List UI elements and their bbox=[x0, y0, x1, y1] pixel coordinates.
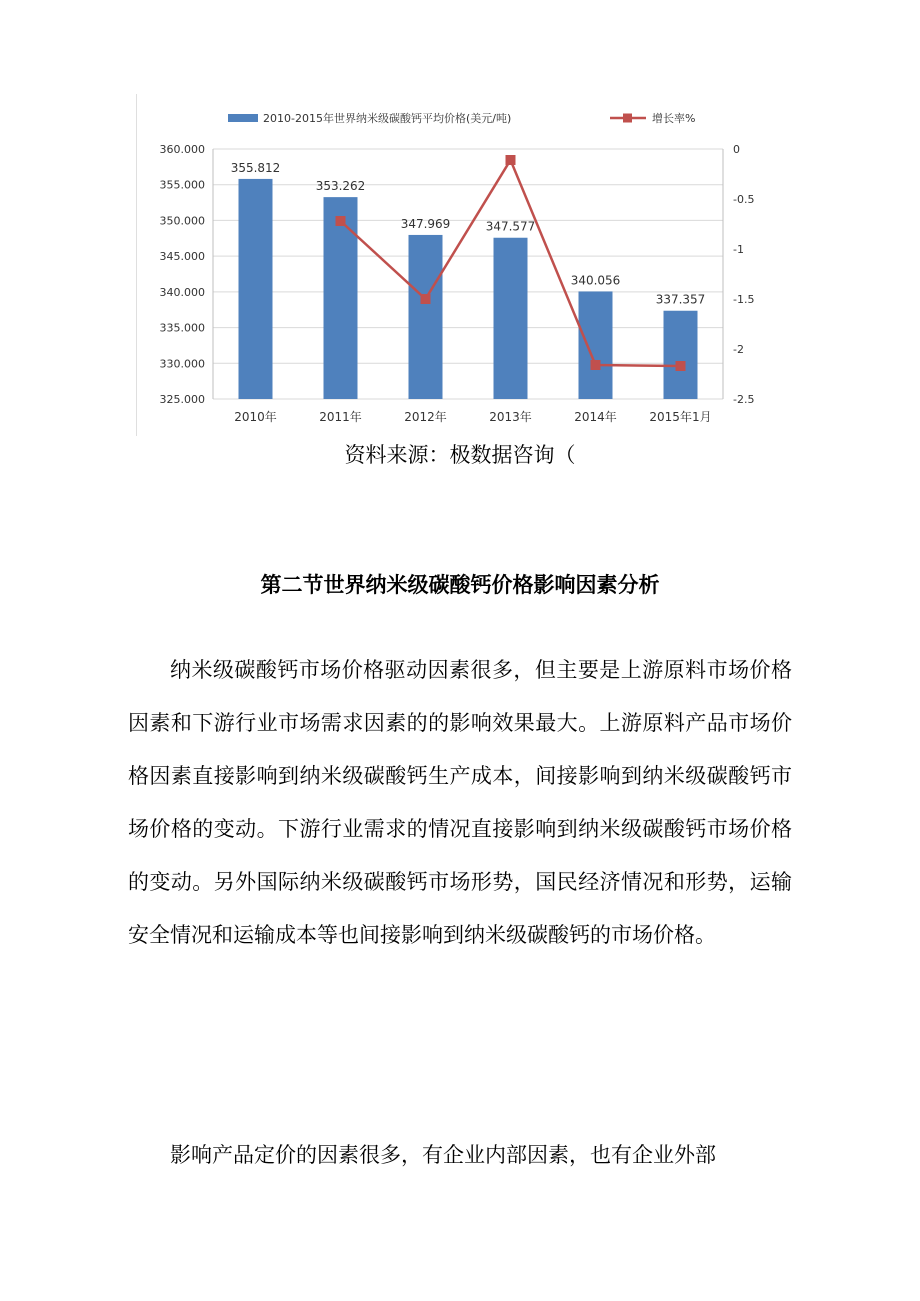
y-left-tick-label: 340.000 bbox=[159, 285, 205, 299]
x-tick-label: 2015年1月 bbox=[649, 410, 712, 424]
y-right-tick-label: -0.5 bbox=[733, 193, 755, 206]
bar bbox=[579, 291, 613, 399]
bar-data-label: 337.357 bbox=[655, 292, 706, 307]
legend-line-label: 增长率% bbox=[652, 112, 696, 125]
y-right-tick-label: -2.5 bbox=[733, 393, 755, 406]
legend-line-marker bbox=[623, 114, 632, 123]
bar bbox=[409, 235, 443, 399]
x-tick-label: 2010年 bbox=[234, 410, 277, 424]
bar bbox=[239, 179, 273, 399]
bar bbox=[324, 197, 358, 399]
y-left-tick-label: 335.000 bbox=[159, 321, 205, 335]
section-title: 第二节世界纳米级碳酸钙价格影响因素分析 bbox=[260, 572, 660, 597]
y-right-tick-label: -1.5 bbox=[733, 293, 755, 306]
legend-bar-label: 2010-2015年世界纳米级碳酸钙平均价格(美元/吨) bbox=[263, 112, 512, 125]
y-left-tick-label: 330.000 bbox=[159, 357, 205, 371]
y-left-tick-label: 350.000 bbox=[159, 214, 205, 228]
growth-point bbox=[336, 216, 346, 226]
growth-point bbox=[506, 155, 516, 165]
y-right-tick-label: -1 bbox=[733, 243, 744, 256]
bar bbox=[664, 311, 698, 399]
x-tick-label: 2011年 bbox=[319, 410, 362, 424]
bar bbox=[494, 238, 528, 399]
y-left-tick-label: 345.000 bbox=[159, 250, 205, 264]
x-tick-label: 2012年 bbox=[404, 410, 447, 424]
growth-point bbox=[676, 361, 686, 371]
legend-bar-swatch bbox=[228, 114, 258, 122]
body-paragraph-1: 纳米级碳酸钙市场价格驱动因素很多，但主要是上游原料市场价格因素和下游行业市场需求因素的的影响效果最大。上游原料产品市场价格因素直接影响到纳米级碳酸钙生产成本，间接影响到纳米级碳酸钙市场价格的变动。下游行业需求的情况直接影响到纳米级碳酸钙市场价格的变动。另外国际纳米级碳酸钙市场形势，国民经济情况和形势，运输安全情况和运输成本等也间接影响到纳米级碳酸钙的市场价格。 bbox=[128, 658, 792, 947]
growth-point bbox=[421, 294, 431, 304]
y-right-tick-label: -2 bbox=[733, 343, 744, 356]
price-chart bbox=[136, 94, 782, 436]
bar-data-label: 353.262 bbox=[315, 179, 366, 194]
bar-data-label: 347.577 bbox=[485, 219, 536, 234]
bar-data-label: 355.812 bbox=[230, 160, 281, 175]
bar-data-label: 340.056 bbox=[570, 273, 621, 288]
y-right-tick-label: 0 bbox=[733, 143, 740, 156]
body-paragraph-2: 影响产品定价的因素很多，有企业内部因素，也有企业外部 bbox=[170, 1143, 716, 1167]
chart-source: 资料来源：极数据咨询（ bbox=[344, 443, 576, 467]
x-tick-label: 2014年 bbox=[574, 410, 617, 424]
y-left-tick-label: 360.000 bbox=[159, 143, 205, 156]
x-tick-label: 2013年 bbox=[489, 410, 532, 424]
y-left-tick-label: 325.000 bbox=[159, 393, 205, 406]
growth-point bbox=[591, 360, 601, 370]
bar-data-label: 347.969 bbox=[400, 216, 451, 231]
y-left-tick-label: 355.000 bbox=[159, 178, 205, 192]
